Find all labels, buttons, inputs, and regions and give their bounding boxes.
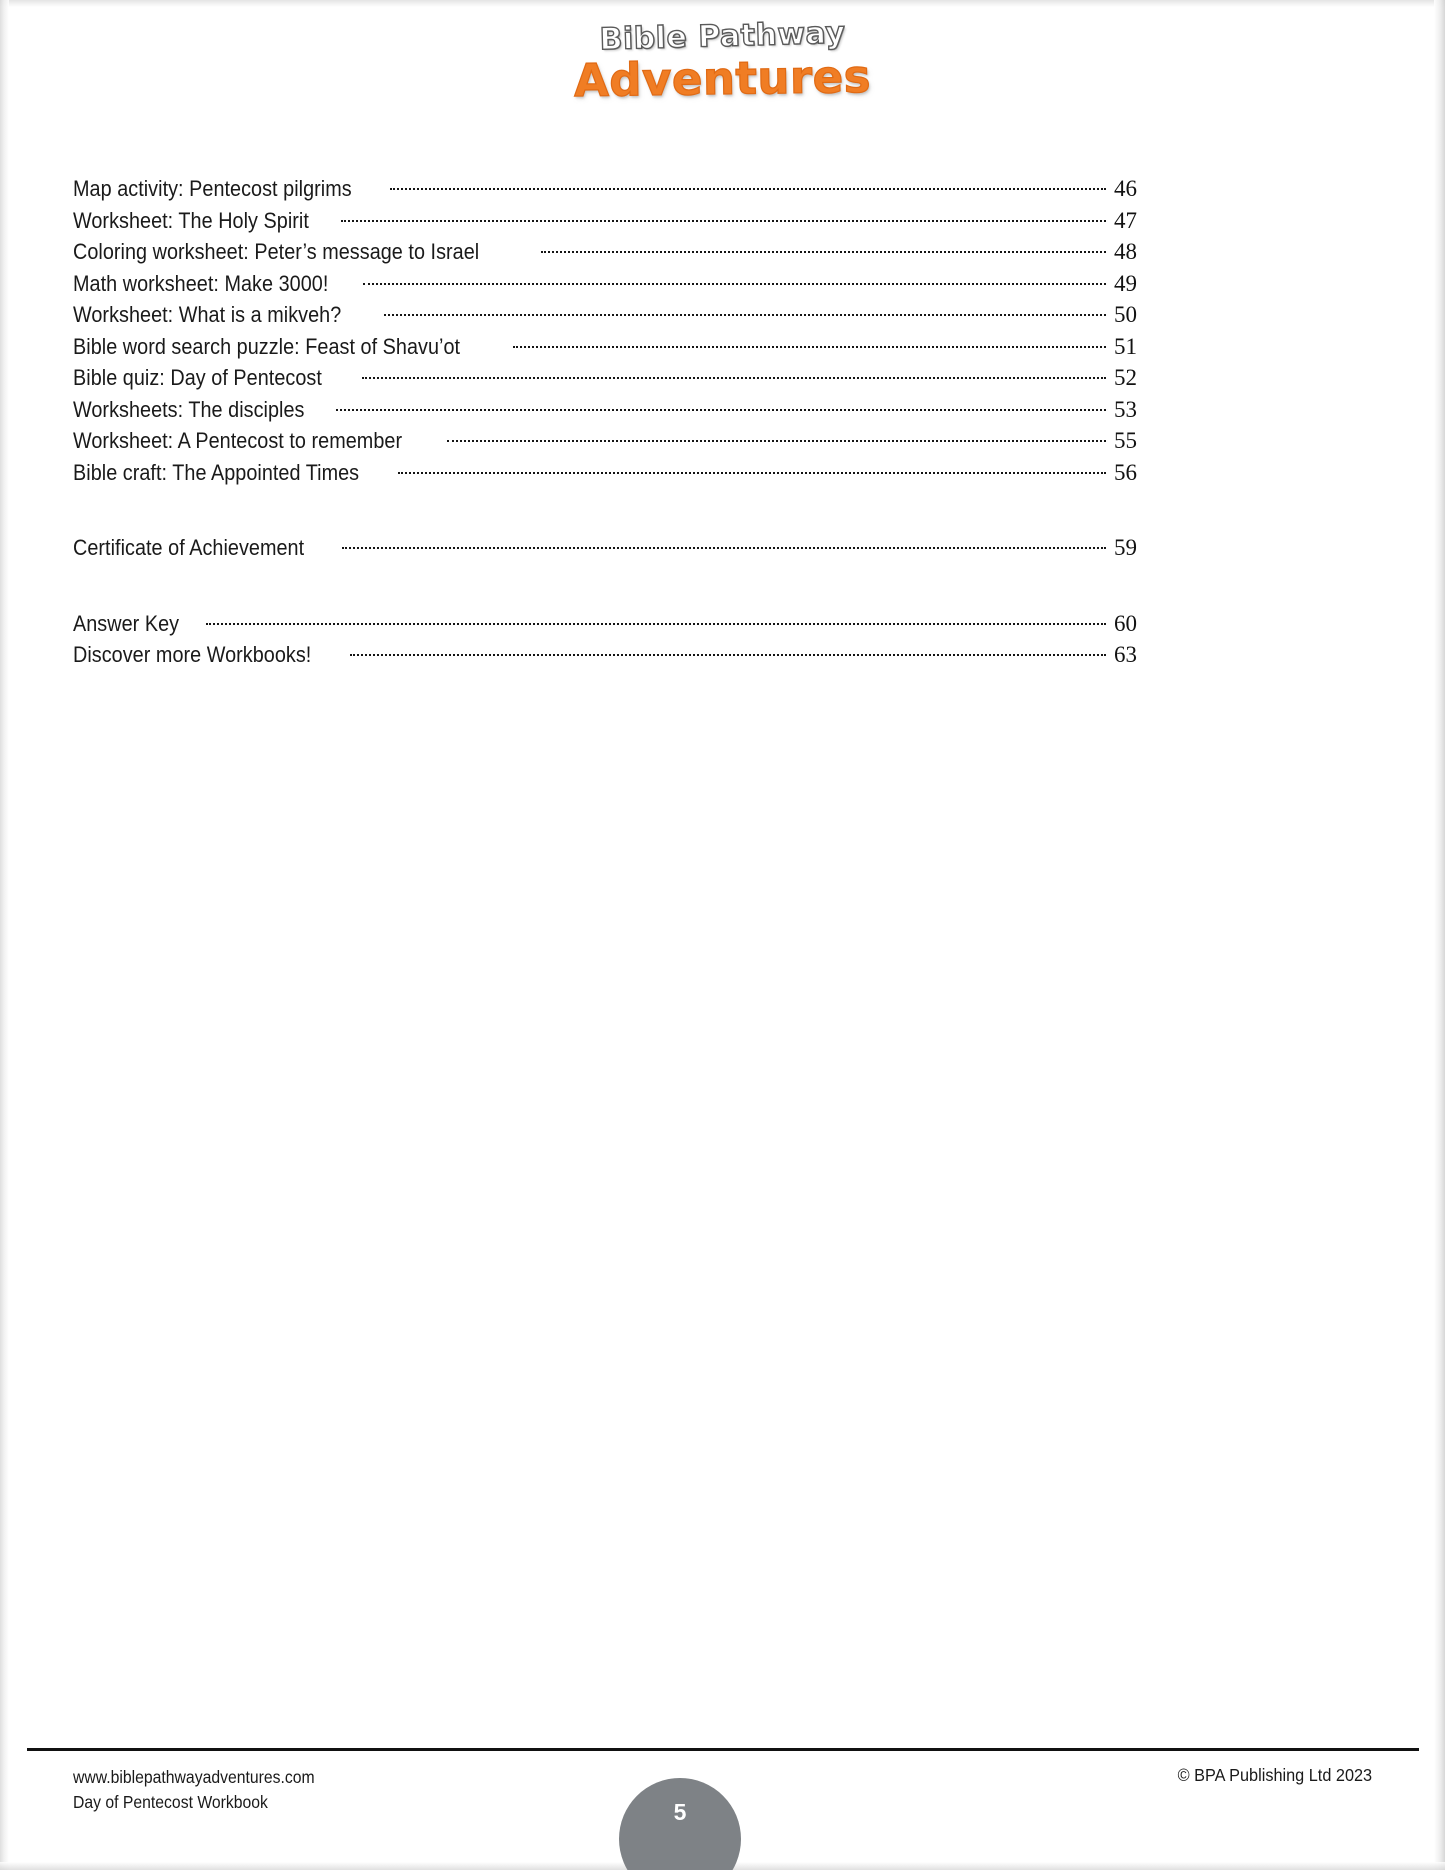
toc-entry[interactable]	[73, 535, 1137, 567]
toc-entry-page-number: 60	[1114, 610, 1137, 636]
page-number-badge: 5	[619, 1778, 741, 1870]
toc-entry-title: Worksheet: The Holy Spirit	[73, 207, 309, 233]
toc-entry-page-number: 47	[1114, 207, 1137, 233]
toc-entry-title: Bible craft: The Appointed Times	[73, 459, 360, 485]
toc-entry-title: Coloring worksheet: Peter’s message to Israel	[73, 239, 485, 264]
toc-entry[interactable]	[73, 642, 1137, 674]
footer-copyright: © BPA Publishing Ltd 2023	[1177, 1765, 1372, 1785]
toc-dot-leader	[341, 212, 1106, 228]
toc-entry[interactable]	[73, 271, 1137, 303]
brand-logo	[0, 15, 1445, 108]
page-edge-shadow-left	[0, 0, 9, 1870]
toc-entry-page-number: 59	[1114, 535, 1137, 560]
toc-entry[interactable]	[73, 365, 1137, 397]
page-edge-shadow-right	[1434, 0, 1445, 1870]
toc-entry-page-number: 52	[1114, 365, 1137, 390]
toc-dot-leader	[336, 401, 1106, 417]
footer-workbook-title: Day of Pentecost Workbook	[73, 1791, 268, 1812]
toc-entry[interactable]	[73, 239, 1137, 271]
toc-entry-title: Bible word search puzzle: Feast of Shavu’ot	[73, 333, 461, 359]
toc-group-spacer	[73, 491, 1137, 535]
toc-dot-leader	[447, 432, 1106, 448]
toc-entry[interactable]	[73, 428, 1137, 460]
toc-dot-leader	[342, 539, 1106, 555]
footer-divider-rule	[27, 1748, 1419, 1751]
toc-entry-title: Worksheets: The disciples	[73, 396, 305, 422]
toc-dot-leader	[206, 615, 1106, 631]
toc-entry[interactable]	[73, 334, 1137, 366]
toc-entry-title: Math worksheet: Make 3000!	[73, 270, 329, 296]
toc-entry-page-number: 55	[1114, 428, 1137, 453]
toc-dot-leader	[390, 180, 1106, 196]
toc-entry-page-number: 46	[1114, 176, 1137, 201]
toc-dot-leader	[398, 464, 1106, 480]
toc-entry[interactable]	[73, 176, 1137, 208]
toc-entry[interactable]	[73, 208, 1137, 240]
toc-dot-leader	[384, 306, 1106, 322]
toc-entry-title: Discover more Workbooks!	[73, 642, 317, 667]
toc-dot-leader	[363, 275, 1106, 291]
page-edge-shadow-top	[0, 0, 1445, 7]
toc-entry-title: Worksheet: What is a mikveh?	[73, 302, 347, 327]
toc-entry[interactable]	[73, 611, 1137, 643]
toc-entry-page-number: 50	[1114, 302, 1137, 327]
footer-website[interactable]: www.biblepathwayadventures.com	[73, 1767, 315, 1787]
toc-dot-leader	[362, 369, 1106, 385]
table-of-contents	[73, 176, 1137, 674]
footer-left-block	[73, 1765, 341, 1815]
toc-entry-title: Answer Key	[73, 610, 191, 636]
toc-entry[interactable]	[73, 397, 1137, 429]
toc-entry-title: Worksheet: A Pentecost to remember	[73, 428, 403, 453]
toc-entry-page-number: 49	[1114, 270, 1137, 296]
toc-entry[interactable]	[73, 302, 1137, 334]
toc-dot-leader	[541, 243, 1106, 259]
toc-dot-leader	[350, 646, 1106, 662]
toc-entry-page-number: 48	[1114, 239, 1137, 264]
toc-entry-page-number: 56	[1114, 459, 1137, 485]
toc-entry-page-number: 51	[1114, 333, 1137, 359]
brand-logo-line-bible-pathway: Bible Pathway	[599, 15, 846, 58]
toc-group-spacer	[73, 567, 1137, 611]
toc-entry[interactable]	[73, 460, 1137, 492]
toc-entry-title: Map activity: Pentecost pilgrims	[73, 176, 352, 201]
brand-logo-line-adventures: Adventures	[573, 49, 872, 108]
toc-dot-leader	[513, 338, 1106, 354]
toc-entry-title: Certificate of Achievement	[73, 535, 310, 560]
toc-entry-title: Bible quiz: Day of Pentecost	[73, 365, 328, 390]
toc-entry-page-number: 53	[1114, 396, 1137, 422]
toc-entry-page-number: 63	[1114, 642, 1137, 667]
